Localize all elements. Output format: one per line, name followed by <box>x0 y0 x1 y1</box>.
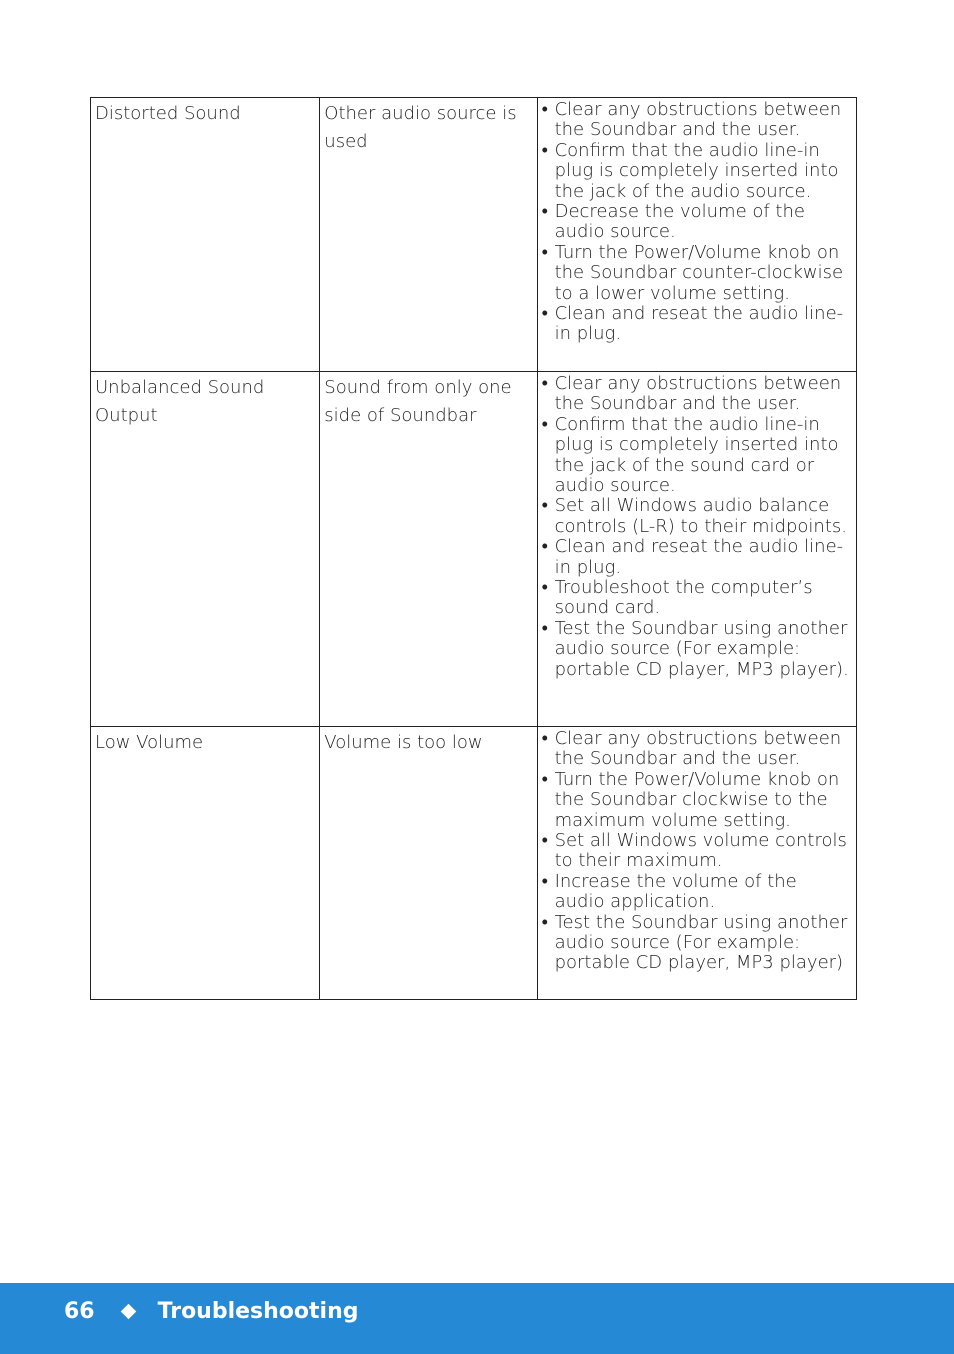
symptom-cell <box>320 98 537 372</box>
solution-item <box>540 100 852 141</box>
solution-text: Confirm that the audio line-in plug is completely inserted into the jack of the sound card or audio source. <box>554 413 839 497</box>
symptom-text: Other audio source is used <box>324 103 517 152</box>
solution-text: Clean and reseat the audio line-in plug. <box>554 536 844 578</box>
bullet-icon: • <box>541 911 548 933</box>
bullet-icon: • <box>541 303 548 325</box>
bullet-icon: • <box>541 617 548 639</box>
table-row <box>91 98 857 372</box>
solution-text: Turn the Power/Volume knob on the Soundbar counter-clockwise to a lower volume setting. <box>554 241 844 304</box>
solution-item <box>540 578 852 619</box>
bullet-icon: • <box>541 536 548 558</box>
solution-item <box>540 872 852 913</box>
symptom-text: Sound from only one side of Soundbar <box>324 377 512 426</box>
solution-text: Increase the volume of the audio application. <box>554 870 797 913</box>
bullet-icon: • <box>541 201 548 223</box>
solution-list <box>538 372 856 683</box>
solution-item <box>540 537 852 578</box>
solution-list <box>538 98 856 348</box>
solution-cell <box>537 727 856 1000</box>
solution-item <box>540 374 852 415</box>
solution-item <box>540 729 852 770</box>
troubleshooting-table <box>90 97 857 1000</box>
problem-cell <box>91 98 320 372</box>
solution-text: Set all Windows audio balance controls (L-R) to their midpoints. <box>554 495 847 537</box>
page-footer <box>0 1283 954 1354</box>
solution-item <box>540 202 852 243</box>
bullet-icon: • <box>541 373 548 394</box>
solution-text: Turn the Power/Volume knob on the Soundbar clockwise to the maximum volume setting. <box>554 768 840 831</box>
solution-text: Clear any obstructions between the Soundbar and the user. <box>554 99 842 141</box>
solution-text: Test the Soundbar using another audio source (For example: portable CD player, MP3 player) <box>554 911 848 974</box>
page-number: 66 <box>64 1299 95 1324</box>
problem-text: Low Volume <box>95 732 204 753</box>
solution-text: Clear any obstructions between the Soundbar and the user. <box>554 373 842 415</box>
bullet-icon: • <box>541 830 548 852</box>
solution-text: Set all Windows volume controls to their maximum. <box>554 830 847 872</box>
bullet-icon: • <box>541 577 548 599</box>
solution-text: Confirm that the audio line-in plug is completely inserted into the jack of the audio source. <box>554 139 839 202</box>
symptom-text: Volume is too low <box>324 732 483 753</box>
diamond-icon <box>120 1304 136 1320</box>
problem-cell <box>91 727 320 1000</box>
solution-cell <box>537 98 856 372</box>
problem-cell <box>91 372 320 727</box>
solution-item <box>540 770 852 831</box>
bullet-icon: • <box>541 139 548 161</box>
solution-text: Test the Soundbar using another audio source (For example: portable CD player, MP3 player). <box>554 617 849 680</box>
bullet-icon: • <box>541 870 548 892</box>
solution-item <box>540 415 852 497</box>
solution-list <box>538 727 856 977</box>
problem-text: Unbalanced Sound Output <box>95 377 265 426</box>
bullet-icon: • <box>541 241 548 263</box>
bullet-icon: • <box>541 495 548 517</box>
problem-text: Distorted Sound <box>95 103 241 124</box>
footer-content <box>64 1299 359 1324</box>
bullet-icon: • <box>541 768 548 790</box>
solution-item <box>540 141 852 202</box>
solution-text: Clear any obstructions between the Soundbar and the user. <box>554 728 842 770</box>
symptom-cell <box>320 727 537 1000</box>
table-row <box>91 372 857 727</box>
solution-item <box>540 496 852 537</box>
solution-text: Decrease the volume of the audio source. <box>554 201 805 243</box>
solution-item <box>540 304 852 345</box>
bullet-icon: • <box>541 413 548 435</box>
solution-item <box>540 831 852 872</box>
solution-item <box>540 913 852 974</box>
bullet-icon: • <box>541 728 548 749</box>
table-row <box>91 727 857 1000</box>
section-title: Troubleshooting <box>157 1299 359 1324</box>
bullet-icon: • <box>541 99 548 120</box>
solution-cell <box>537 372 856 727</box>
symptom-cell <box>320 372 537 727</box>
solution-text: Clean and reseat the audio line-in plug. <box>554 303 844 345</box>
solution-item <box>540 619 852 680</box>
solution-text: Troubleshoot the computer’s sound card. <box>554 577 813 619</box>
solution-item <box>540 243 852 304</box>
